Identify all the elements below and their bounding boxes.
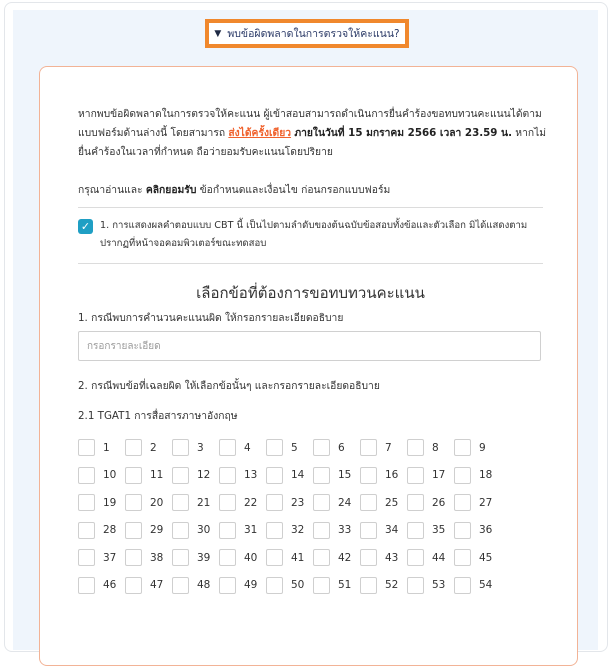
checkbox[interactable] [219,439,236,456]
question-checkbox-item[interactable] [407,439,454,456]
question-number: 18 [479,469,493,481]
question-checkbox-item[interactable] [125,577,172,594]
intro-text: หากพบข้อผิดพลาดในการตรวจให้คะแนน ผู้เข้าสอบสามารถดำเนินการยื่นคำร้องขอทบทวนคะแนนได้ตามแบบฟอร์มด้านล่างนี้ โดยสามารถ [78,108,542,139]
checkbox[interactable] [219,494,236,511]
question-number: 29 [150,524,164,536]
checkbox[interactable] [125,494,142,511]
checkbox[interactable] [172,549,189,566]
question-checkbox-item[interactable] [219,439,266,456]
checkbox[interactable] [454,549,471,566]
checkbox[interactable] [78,522,95,539]
checkbox[interactable] [454,494,471,511]
question-number: 33 [338,524,352,536]
question-number: 19 [103,496,117,509]
checkbox[interactable] [313,467,330,484]
checkbox[interactable] [360,467,377,484]
question-checkbox-item[interactable] [78,549,125,566]
checkbox[interactable] [78,467,95,484]
question-checkbox-item[interactable] [266,522,313,539]
question-checkbox-item[interactable] [266,577,313,594]
question-checkbox-item[interactable] [219,467,266,484]
question-checkbox-item[interactable] [313,467,360,484]
checkbox[interactable] [172,494,189,511]
question-checkbox-item[interactable] [454,494,501,511]
checkbox[interactable] [360,549,377,566]
question-checkbox-item[interactable] [360,439,407,456]
accept-instruction [78,181,390,198]
question-checkbox-item[interactable] [313,577,360,594]
deadline-text: ภายในวันที่ 15 มกราคม 2566 เวลา 23.59 น. [294,127,513,139]
checkbox[interactable] [266,549,283,566]
question-number: 31 [244,524,258,536]
question-number: 34 [385,524,399,536]
question-checkbox-item[interactable] [313,522,360,539]
question-number: 35 [432,524,446,536]
question-checkbox-item[interactable] [266,467,313,484]
question-number: 27 [479,496,493,509]
checkbox[interactable] [266,494,283,511]
accept-suffix: ข้อกำหนดและเงื่อนไข ก่อนกรอกแบบฟอร์ม [196,184,391,196]
checkbox[interactable] [454,439,471,456]
question-checkbox-item[interactable] [266,439,313,456]
question-number: 10 [103,469,117,481]
checkbox[interactable] [266,439,283,456]
question-number: 42 [338,551,352,564]
question-checkbox-item[interactable] [125,494,172,511]
checkbox[interactable] [78,439,95,456]
question-checkbox-item[interactable] [407,494,454,511]
checkbox[interactable] [266,522,283,539]
question-number: 15 [338,469,352,481]
question-number: 50 [291,579,305,591]
question-checkbox-item[interactable] [125,522,172,539]
question-number: 44 [432,551,446,564]
checkbox[interactable] [78,549,95,566]
question-number: 24 [338,496,352,509]
question-number: 39 [197,551,211,564]
term-text: 1. การแสดงผลคำตอบแบบ CBT นี้ เป็นไปตามลำดับของต้นฉบับข้อสอบทั้งข้อและตัวเลือก มิได้แสดงตามปรากฏที่หน้าจอคอมพิวเตอร์ขณะทดสอบ [100,220,528,249]
question-checkbox-item[interactable] [125,439,172,456]
question-checkbox-item[interactable] [219,549,266,566]
question-checkbox-item[interactable] [454,577,501,594]
question-number: 28 [103,524,117,536]
checkbox[interactable] [313,522,330,539]
question-number: 9 [479,441,486,454]
checkbox[interactable] [454,577,471,594]
question-checkbox-item[interactable] [125,467,172,484]
question-checkbox-grid [78,439,548,594]
question-checkbox-item[interactable] [313,439,360,456]
checkbox[interactable] [313,494,330,511]
triangle-down-icon: ▼ [214,28,222,39]
checkbox[interactable] [266,577,283,594]
checkbox[interactable] [313,439,330,456]
question-checkbox-item[interactable] [360,494,407,511]
question-number: 11 [150,469,164,481]
question-checkbox-item[interactable] [78,439,125,456]
question-number: 6 [338,441,345,454]
question-number: 25 [385,496,399,509]
question-number: 54 [479,579,493,591]
question-number: 45 [479,551,493,564]
checkbox[interactable] [125,522,142,539]
question-checkbox-item[interactable] [454,467,501,484]
checkbox[interactable] [407,577,424,594]
question-checkbox-item[interactable] [360,467,407,484]
checkbox[interactable] [407,494,424,511]
report-error-toggle[interactable] [205,19,409,48]
question-number: 43 [385,551,399,564]
question-checkbox-item[interactable] [78,467,125,484]
checkbox[interactable] [125,439,142,456]
question-checkbox-item[interactable] [360,577,407,594]
question-checkbox-item[interactable] [219,494,266,511]
accept-bold: คลิกยอมรับ [145,184,197,196]
checkbox[interactable] [454,467,471,484]
checkbox[interactable] [313,549,330,566]
question-checkbox-item[interactable] [172,522,219,539]
question-number: 17 [432,469,446,481]
checkbox[interactable] [125,549,142,566]
checkbox[interactable] [360,439,377,456]
checkbox[interactable] [172,439,189,456]
term-item [78,217,543,253]
question-number: 2 [150,441,157,454]
question-checkbox-item[interactable] [266,494,313,511]
checkbox[interactable] [125,577,142,594]
subject-label: 2.1 TGAT1 การสื่อสารภาษาอังกฤษ [78,410,238,422]
submit-once-link[interactable]: ส่งได้ครั้งเดียว [228,127,292,139]
question-checkbox-item[interactable] [78,494,125,511]
question-checkbox-item[interactable] [407,467,454,484]
question-number: 1 [103,441,110,454]
question-checkbox-item[interactable] [219,522,266,539]
checkbox[interactable] [172,522,189,539]
checkbox[interactable] [360,522,377,539]
question-checkbox-item[interactable] [172,549,219,566]
question-number: 13 [244,469,258,481]
detail-input[interactable] [78,331,541,361]
question-number: 51 [338,579,352,591]
checkbox[interactable] [407,467,424,484]
checkbox[interactable] [266,467,283,484]
question-number: 53 [432,579,446,591]
check-icon: ✓ [80,220,91,233]
question-number: 40 [244,551,258,564]
question-number: 7 [385,441,392,454]
question-number: 47 [150,579,164,591]
question-checkbox-item[interactable] [407,577,454,594]
question-checkbox-item[interactable] [407,549,454,566]
divider [78,263,543,264]
section-title: เลือกข้อที่ต้องการขอทบทวนคะแนน [196,284,425,302]
question-checkbox-item[interactable] [78,577,125,594]
checkbox[interactable] [219,577,236,594]
question-number: 20 [150,496,164,509]
question-number: 26 [432,496,446,509]
question-checkbox-item[interactable] [125,549,172,566]
question-checkbox-item[interactable] [266,549,313,566]
question-checkbox-item[interactable] [78,522,125,539]
checkbox[interactable] [360,494,377,511]
intro-paragraph [78,105,548,162]
question-checkbox-item[interactable] [454,439,501,456]
checkbox[interactable] [360,577,377,594]
review-request-card [39,66,578,666]
question-checkbox-item[interactable] [313,549,360,566]
question-checkbox-item[interactable] [313,494,360,511]
checkbox[interactable] [219,549,236,566]
term-checkbox[interactable] [78,219,93,234]
question-checkbox-item[interactable] [454,549,501,566]
question-2-label: 2. กรณีพบข้อที่เฉลยผิด ให้เลือกข้อนั้นๆ และกรอกรายละเอียดอธิบาย [78,380,380,392]
question-number: 32 [291,524,305,536]
question-checkbox-item[interactable] [407,522,454,539]
checkbox[interactable] [219,467,236,484]
question-checkbox-item[interactable] [172,439,219,456]
question-checkbox-item[interactable] [172,467,219,484]
question-number: 3 [197,441,204,454]
question-number: 41 [291,551,305,564]
question-checkbox-item[interactable] [360,522,407,539]
report-error-toggle-label: พบข้อผิดพลาดในการตรวจให้คะแนน? [227,28,400,40]
checkbox[interactable] [219,522,236,539]
question-number: 12 [197,469,211,481]
question-checkbox-item[interactable] [172,494,219,511]
question-number: 38 [150,551,164,564]
question-checkbox-item[interactable] [360,549,407,566]
question-number: 16 [385,469,399,481]
checkbox[interactable] [454,522,471,539]
question-number: 4 [244,441,251,454]
checkbox[interactable] [407,549,424,566]
question-number: 8 [432,441,439,454]
checkbox[interactable] [125,467,142,484]
checkbox[interactable] [407,522,424,539]
intro-text-end: หากไม่ยื่นคำร้องในเวลาที่กำหนด ถือว่ายอมรับคะแนนโดยปริยาย [78,127,547,158]
checkbox[interactable] [172,577,189,594]
checkbox[interactable] [172,467,189,484]
question-1-label: 1. กรณีพบการคำนวนคะแนนผิด ให้กรอกรายละเอียดอธิบาย [78,312,344,324]
question-number: 36 [479,524,493,536]
question-number: 37 [103,551,117,564]
question-number: 14 [291,469,305,481]
question-number: 46 [103,579,117,591]
question-number: 30 [197,524,211,536]
checkbox[interactable] [78,494,95,511]
question-number: 23 [291,496,305,509]
question-checkbox-item[interactable] [219,577,266,594]
question-number: 52 [385,579,399,591]
question-checkbox-item[interactable] [172,577,219,594]
question-number: 49 [244,579,258,591]
accept-prefix: กรุณาอ่านและ [78,184,146,196]
question-number: 48 [197,579,211,591]
question-number: 5 [291,441,298,454]
checkbox[interactable] [313,577,330,594]
divider [78,207,543,208]
question-number: 21 [197,496,211,509]
checkbox[interactable] [407,439,424,456]
question-checkbox-item[interactable] [454,522,501,539]
checkbox[interactable] [78,577,95,594]
question-number: 22 [244,496,258,509]
